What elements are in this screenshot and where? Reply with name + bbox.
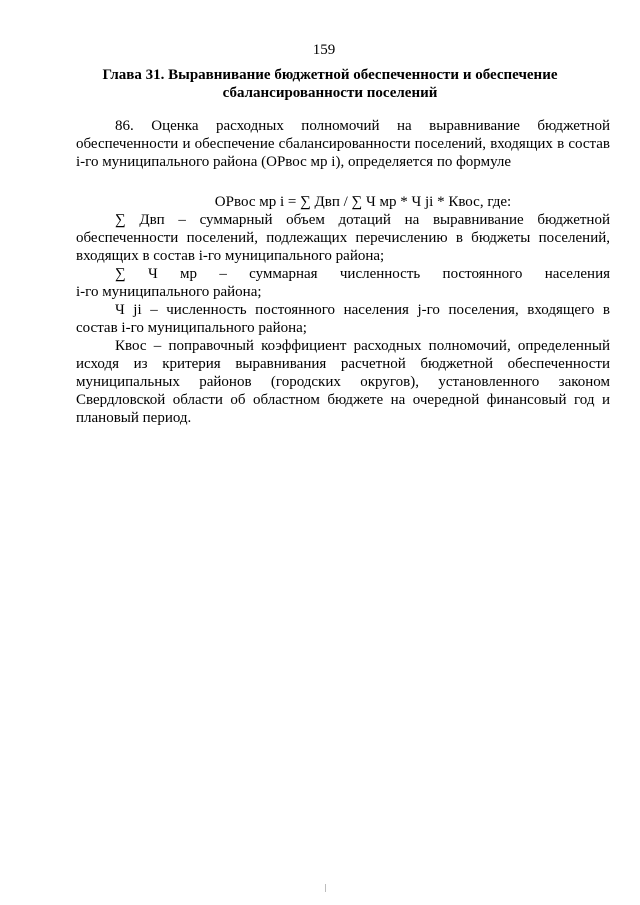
definition-ch-mr — [76, 265, 610, 301]
definition-dvp: ∑ Двп – суммарный объем дотаций на выравнивание бюджетной обеспеченности поселений, подлежащих перечислению в бюджеты поселений, входящих в состав i-го муниципального района; — [76, 212, 610, 264]
chapter-title-line-2: сбалансированности поселений — [222, 85, 438, 101]
paragraph-number: 86. — [115, 118, 134, 134]
chapter-title-line-1: Глава 31. Выравнивание бюджетной обеспеченности и обеспечение — [102, 67, 558, 83]
definition-ch-ji: Ч ji – численность постоянного населения j-го поселения, входящего в состав i-го муниципального района; — [76, 302, 610, 336]
paragraph-86 — [76, 117, 610, 171]
definition-kvos: Квос – поправочный коэффициент расходных полномочий, определенный исходя из критерия выравнивания расчетной бюджетной обеспеченности муниципальных районов (городских округов), установленного законом Свердловской области об областном бюджете на очередной финансовый год и плановый период. — [76, 338, 610, 426]
document-body — [76, 117, 610, 427]
formula: ОРвос мр i = ∑ Двп / ∑ Ч мр * Ч ji * Квос, где: — [214, 194, 512, 210]
scan-mark — [325, 884, 326, 892]
paragraph-86-text: Оценка расходных полномочий на выравнивание бюджетной обеспеченности и обеспечение сбалансированности поселений, входящих в состав i-го муниципального района (ОРвос мр i), определяется по формуле — [76, 118, 611, 170]
definition-ch-mr-line-1: ∑ Ч мр – суммарная численность постоянного населения — [115, 266, 610, 282]
definition-ch-mr-line-2: i-го муниципального района; — [76, 284, 262, 300]
chapter-title — [70, 66, 590, 102]
page-number: 159 — [312, 42, 336, 58]
